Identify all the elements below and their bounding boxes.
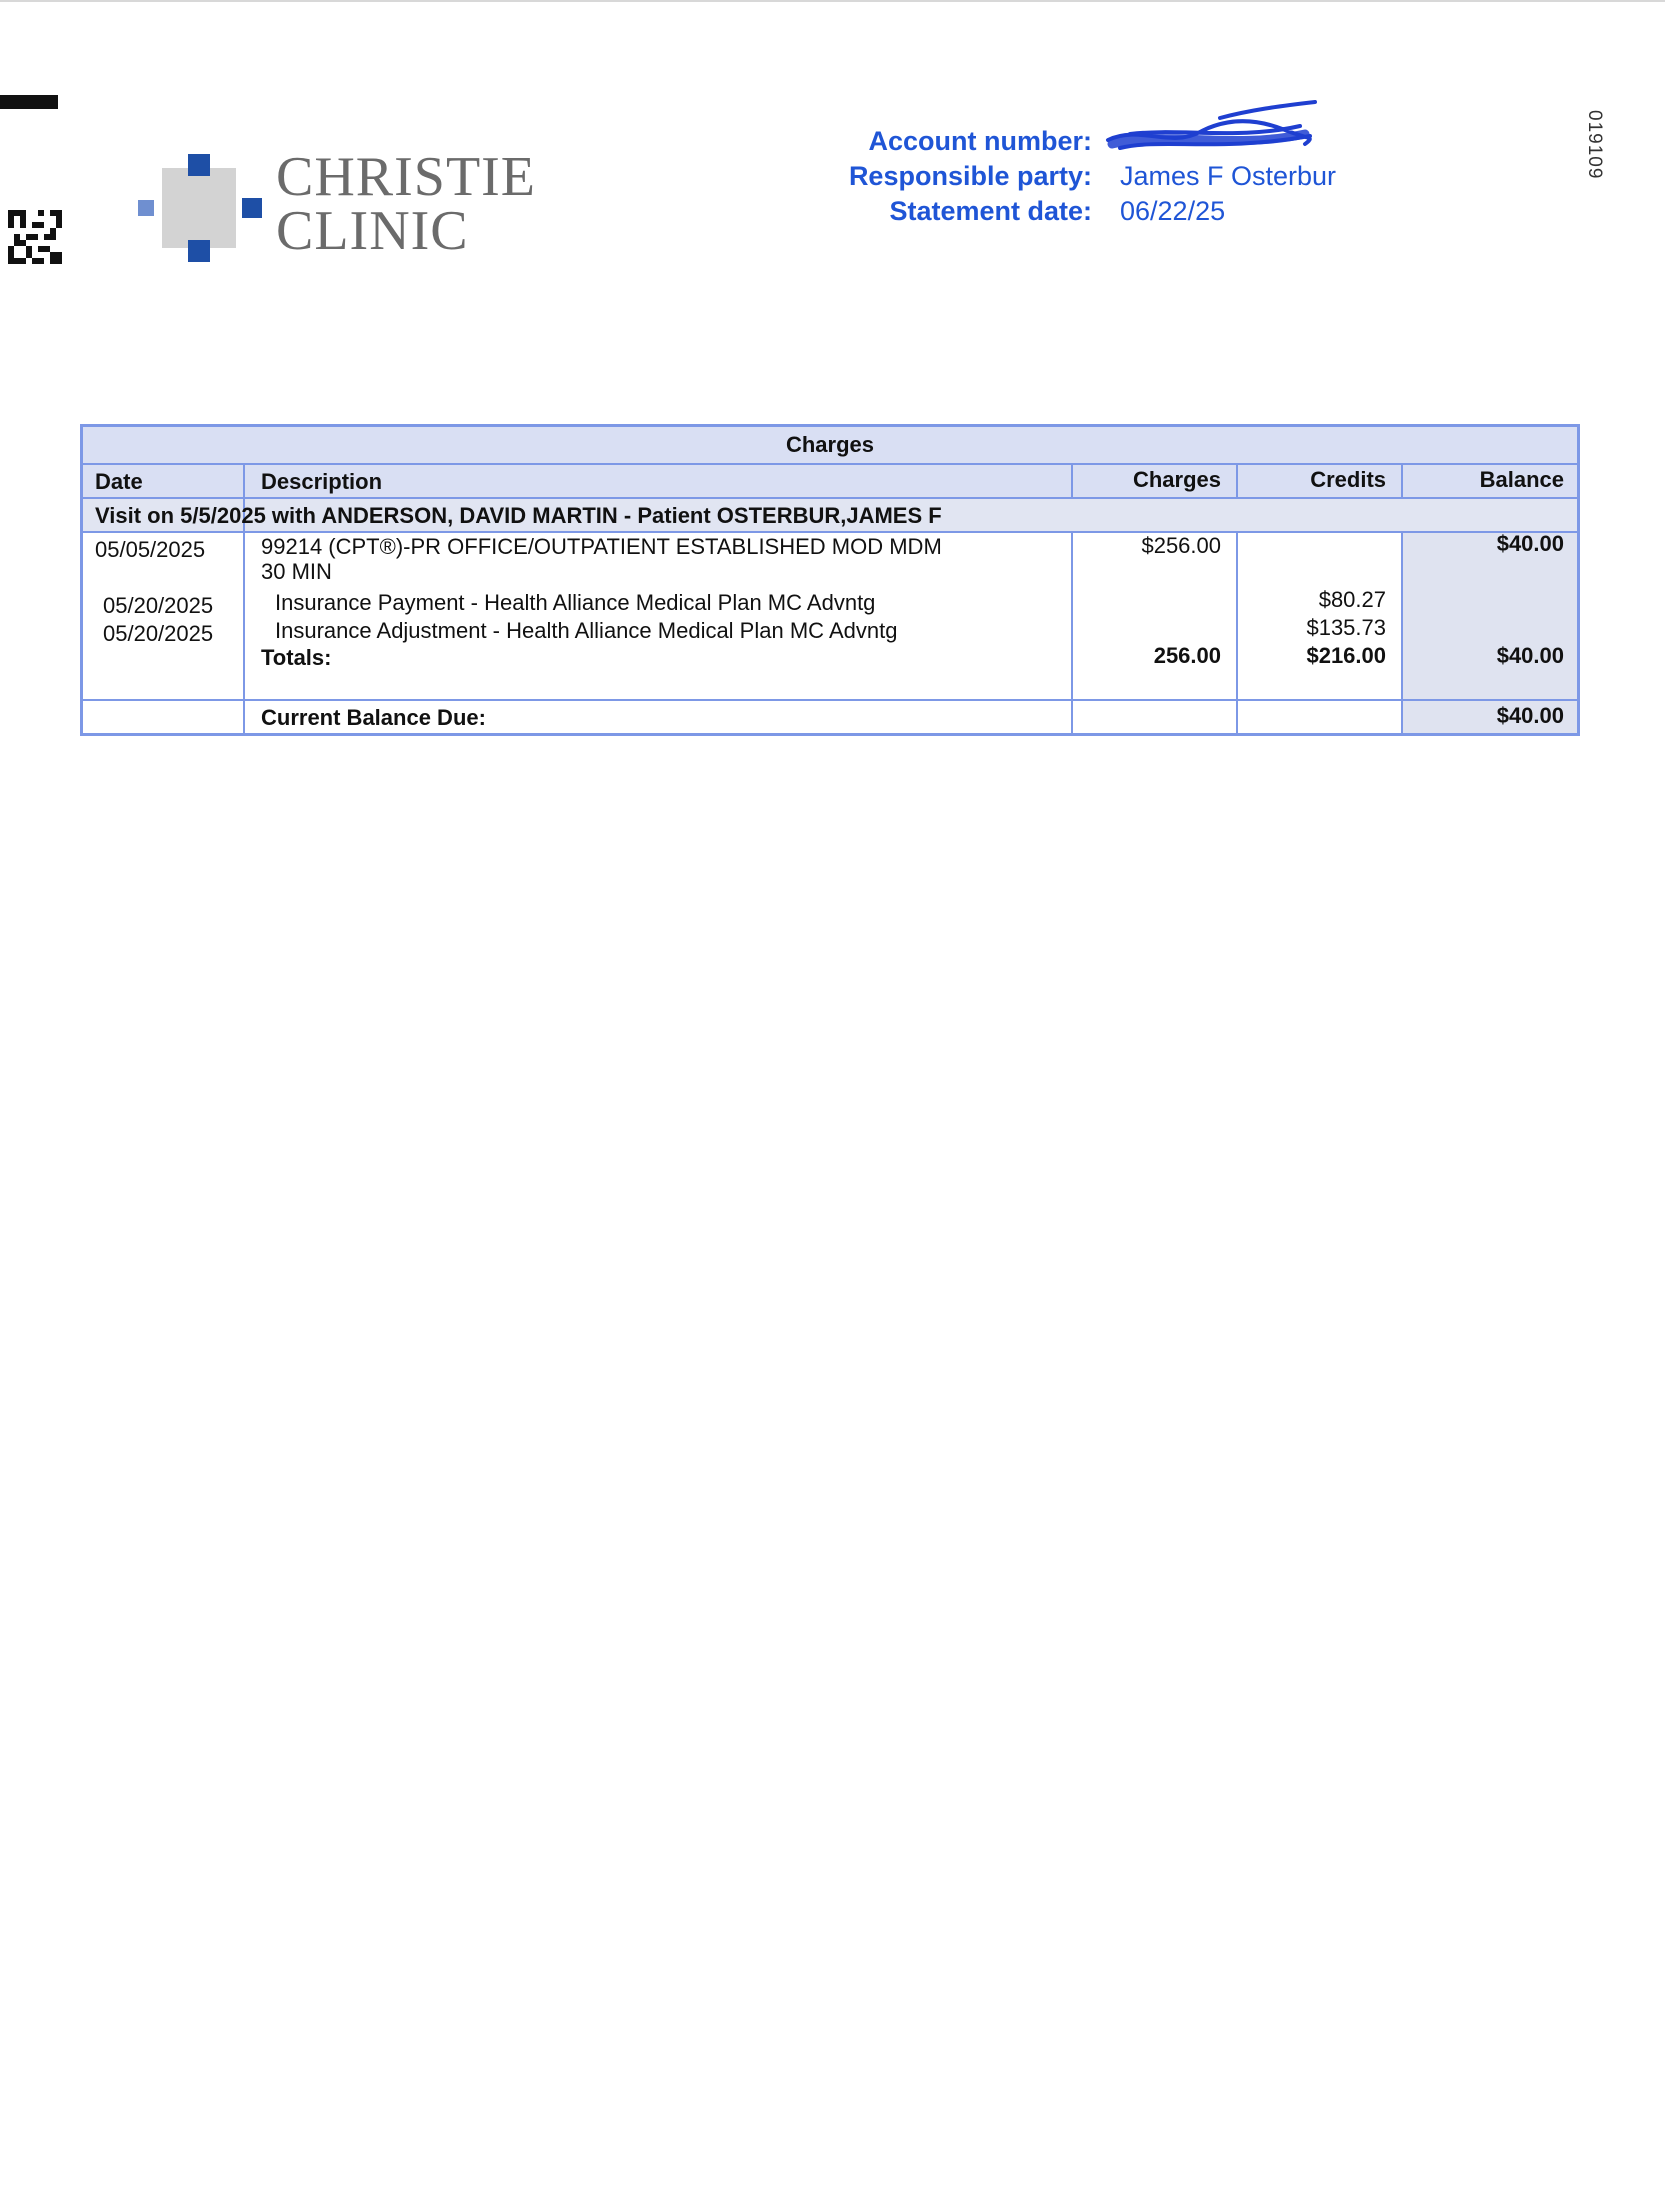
row-description: Insurance Payment - Health Alliance Medical Plan MC Advntg: [275, 590, 876, 615]
account-info: [780, 126, 1337, 231]
row-credits: $80.27: [1318, 587, 1386, 612]
clinic-logo-icon: [132, 150, 267, 265]
row-date: 05/20/2025: [103, 621, 214, 646]
header-description: Description: [261, 469, 383, 494]
statement-date-value: 06/22/25: [1120, 196, 1226, 226]
page-edge: [0, 0, 1665, 2]
row-description: Insurance Adjustment - Health Alliance Medical Plan MC Advntg: [275, 618, 898, 643]
clinic-name-line2: CLINIC: [276, 200, 469, 262]
totals-credits: $216.00: [1306, 643, 1386, 668]
clinic-name-line1: CHRISTIE: [276, 146, 536, 208]
responsible-party-value: James F Osterbur: [1120, 161, 1337, 191]
page-id: 019109: [1584, 110, 1605, 180]
row-date: 05/05/2025: [95, 537, 206, 562]
totals-label: Totals:: [261, 645, 332, 670]
header-credits: Credits: [1310, 467, 1386, 492]
totals-balance: $40.00: [1496, 643, 1564, 668]
account-number-label: Account number:: [868, 126, 1092, 156]
row-balance: $40.00: [1496, 531, 1564, 556]
responsible-party-label: Responsible party:: [848, 161, 1092, 191]
charges-title: Charges: [785, 432, 875, 457]
row-credits: $135.73: [1306, 615, 1386, 640]
clinic-name: [276, 146, 536, 262]
totals-charges: 256.00: [1153, 643, 1221, 668]
row-charges: $256.00: [1141, 533, 1221, 558]
qr-code-icon: [8, 210, 62, 264]
header-date: Date: [95, 469, 143, 494]
header-balance: Balance: [1479, 467, 1564, 492]
current-balance-label: Current Balance Due:: [261, 705, 486, 730]
row-date: 05/20/2025: [103, 593, 214, 618]
header-charges: Charges: [1132, 467, 1221, 492]
statement-date-label: Statement date:: [889, 196, 1092, 226]
current-balance-value: $40.00: [1496, 703, 1564, 728]
visit-summary: Visit on 5/5/2025 with ANDERSON, DAVID MARTIN - Patient OSTERBUR,JAMES F: [95, 503, 942, 528]
registration-mark: [0, 95, 58, 109]
charges-table: [80, 424, 1580, 736]
row-description: 99214 (CPT®)-PR OFFICE/OUTPATIENT ESTABLISHED MOD MDM: [261, 534, 942, 559]
redaction-scribble: [1100, 100, 1325, 162]
row-description-cont: 30 MIN: [261, 559, 332, 584]
